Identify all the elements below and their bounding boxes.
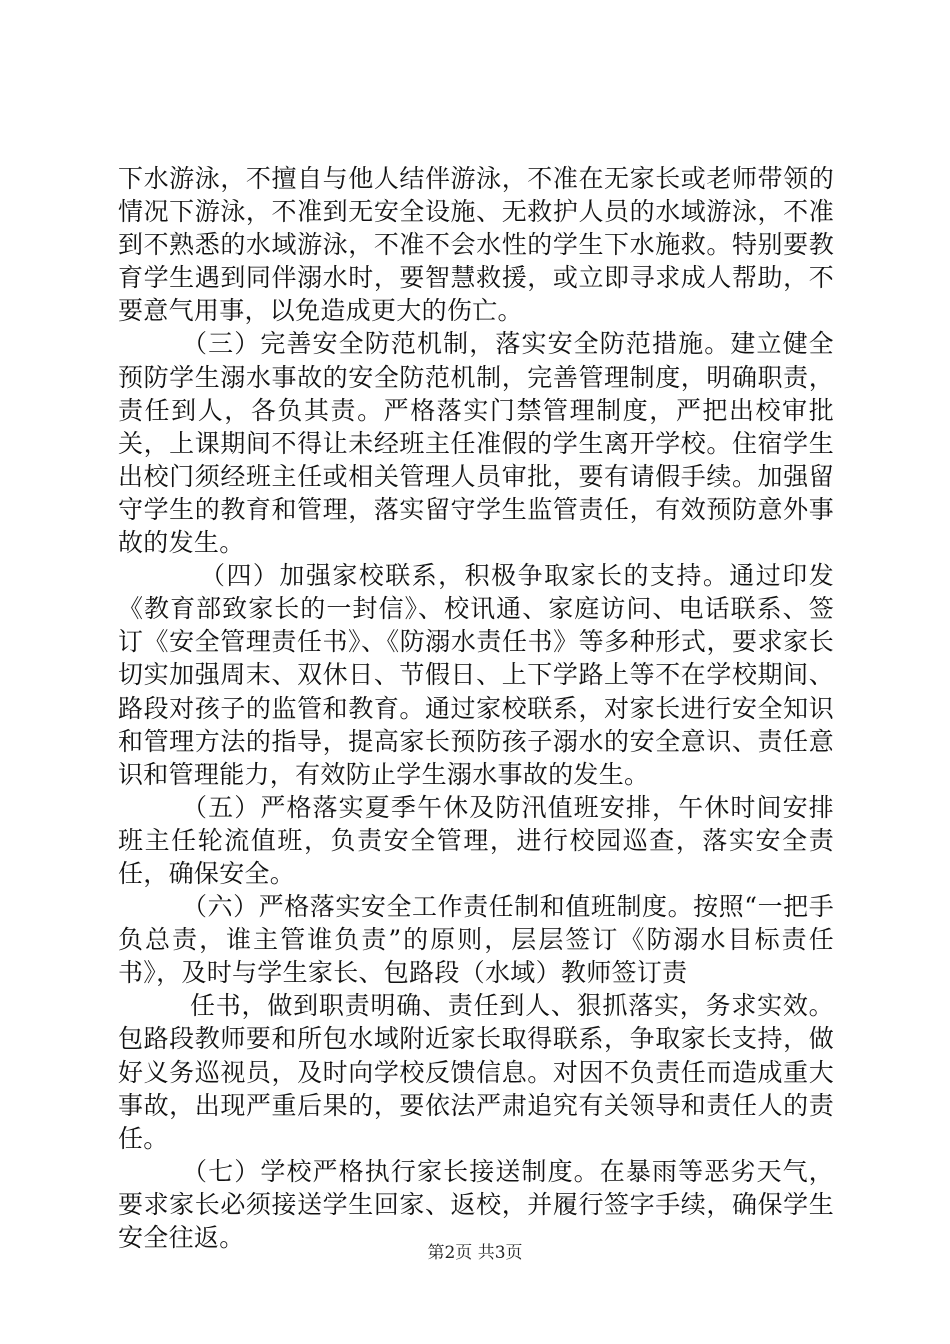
paragraph-section-4: （四）加强家校联系，积极争取家长的支持。通过印发《教育部致家长的一封信》、校讯通、家庭访问、电话联系、签订《安全管理责任书》、《防溺水责任书》等多种形式，要求家长切实加强周末、双休日、节假日、上下学路上等不在学校期间、路段对孩子的监管和教育。通过家校联系，对家长进行安全知识和管理方法的指导，提高家长预防孩子溺水的安全意识、责任意识和管理能力，有效防止学生溺水事故的发生。 <box>118 561 834 789</box>
paragraph-section-7: （七）学校严格执行家长接送制度。在暴雨等恶劣天气，要求家长必须接送学生回家、返校，并履行签字手续，确保学生安全往返。 <box>118 1156 834 1252</box>
paragraph-section-6: （六）严格落实安全工作责任制和值班制度。按照“一把手负总责，谁主管谁负责”的原则，层层签订《防溺水目标责任书》，及时与学生家长、包路段（水域）教师签订责 <box>118 892 834 988</box>
paragraph-section-6-continued: 任书，做到职责明确、责任到人、狠抓落实，务求实效。包路段教师要和所包水域附近家长取得联系，争取家长支持，做好义务巡视员，及时向学校反馈信息。对因不负责任而造成重大事故，出现严重后果的，要依法严肃追究有关领导和责任人的责任。 <box>118 991 834 1153</box>
paragraph-section-3: （三）完善安全防范机制，落实安全防范措施。建立健全预防学生溺水事故的安全防范机制，完善管理制度，明确职责，责任到人，各负其责。严格落实门禁管理制度，严把出校审批关，上课期间不得让未经班主任准假的学生离开学校。住宿学生出校门须经班主任或相关管理人员审批，要有请假手续。加强留守学生的教育和管理，落实留守学生监管责任，有效预防意外事故的发生。 <box>118 329 834 558</box>
document-body <box>118 162 834 1254</box>
page-number-footer: 第2页 共3页 <box>427 1243 523 1263</box>
paragraph-section-5: （五）严格落实夏季午休及防汛值班安排，午休时间安排班主任轮流值班，负责安全管理，进行校园巡查，落实安全责任，确保安全。 <box>118 792 834 888</box>
paragraph-swimming-rules: 下水游泳，不擅自与他人结伴游泳，不准在无家长或老师带领的情况下游泳，不准到无安全设施、无救护人员的水域游泳，不准到不熟悉的水域游泳，不准不会水性的学生下水施救。特别要教育学生遇到同伴溺水时，要智慧救援，或立即寻求成人帮助，不要意气用事，以免造成更大的伤亡。 <box>118 164 834 326</box>
